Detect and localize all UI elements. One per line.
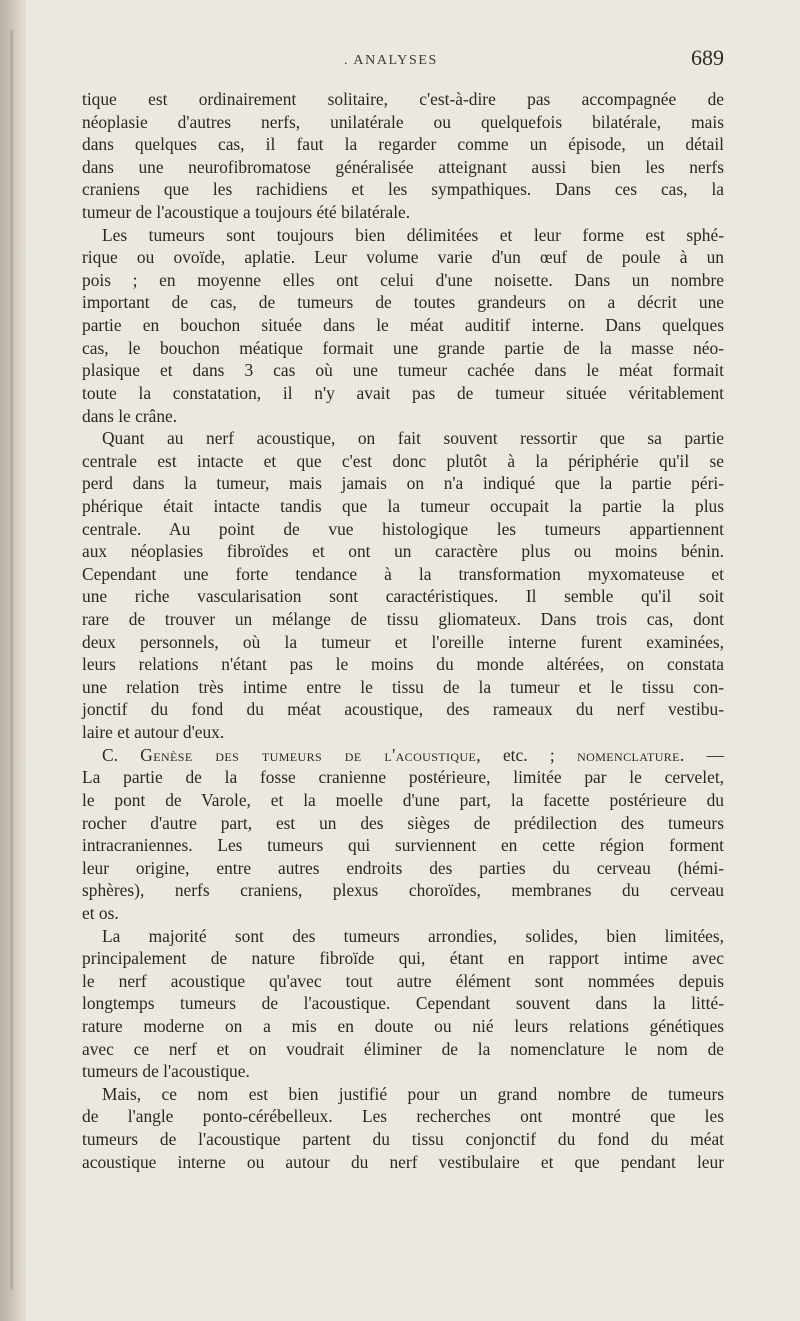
text-line: intracraniennes. Les tumeurs qui surviennent en cette région forment bbox=[82, 835, 724, 856]
text-line: le nerf acoustique qu'avec tout autre élément sont nommées depuis bbox=[82, 970, 724, 991]
text-line: cas, le bouchon méatique formait une grande partie de la masse néo- bbox=[82, 337, 724, 358]
text-line: tique est ordinairement solitaire, c'est-à-dire pas accompagnée de bbox=[82, 89, 724, 109]
text-line: craniens que les rachidiens et les sympathiques. Dans ces cas, la bbox=[82, 179, 724, 200]
text-line: phérique était intacte tandis que la tumeur occupait la partie la plus bbox=[82, 495, 724, 516]
text-line: rique ou ovoïde, aplatie. Leur volume varie d'un œuf de poule à un bbox=[82, 247, 724, 268]
text-line: tumeurs de l'acoustique partent du tissu conjonctif du fond du méat bbox=[82, 1129, 724, 1150]
page-header bbox=[82, 44, 724, 80]
text-line: important de cas, de tumeurs de toutes grandeurs on a décrit une bbox=[82, 292, 724, 313]
text-line: laire et autour d'eux. bbox=[82, 722, 225, 743]
text-line: centrale. Au point de vue histologique les tumeurs appartiennent bbox=[82, 518, 724, 539]
text-line: plasique et dans 3 cas où une tumeur cachée dans le méat formait bbox=[82, 360, 724, 381]
text-line: Mais, ce nom est bien justifié pour un grand nombre de tumeurs bbox=[102, 1083, 724, 1104]
text-line: de l'angle ponto-cérébelleux. Les recherches ont montré que les bbox=[82, 1106, 724, 1127]
text-line: rare de trouver un mélange de tissu gliomateux. Dans trois cas, dont bbox=[82, 609, 724, 630]
text-line: La partie de la fosse cranienne postérieure, limitée par le cervelet, bbox=[82, 767, 724, 788]
text-line: acoustique interne ou autour du nerf vestibulaire et que pendant leur bbox=[82, 1151, 724, 1172]
text-line: une relation très intime entre le tissu de la tumeur et le tissu con- bbox=[82, 676, 724, 697]
text-line: leur origine, entre autres endroits des parties du cerveau (hémi- bbox=[82, 857, 724, 878]
section-heading-subtitle: nomenclature bbox=[577, 744, 680, 765]
page-number: 689 bbox=[691, 45, 724, 70]
text-line: perd dans la tumeur, mais jamais on n'a indiqué que la partie péri- bbox=[82, 473, 724, 494]
section-heading-letter: C. bbox=[102, 744, 118, 765]
text-line: Les tumeurs sont toujours bien délimitées et leur forme est sphé- bbox=[102, 224, 724, 245]
text-line: dans le crâne. bbox=[82, 405, 178, 426]
section-heading-line bbox=[82, 744, 724, 767]
text-line: rature moderne on a mis en doute ou nié leurs relations génétiques bbox=[82, 1015, 724, 1036]
text-line: leurs relations n'étant pas le moins du monde altérées, on constata bbox=[82, 654, 724, 675]
text-line: sphères), nerfs craniens, plexus choroïdes, membranes du cerveau bbox=[82, 880, 724, 901]
text-line: centrale est intacte et que c'est donc plutôt à la périphérie qu'il se bbox=[82, 450, 724, 471]
text-line: dans quelques cas, il faut la regarder comme un épisode, un détail bbox=[82, 134, 724, 155]
text-line: Cependant une forte tendance à la transformation myxomateuse et bbox=[82, 563, 724, 584]
text-line: longtemps tumeurs de l'acoustique. Cependant souvent dans la litté- bbox=[82, 993, 724, 1014]
text-line: Quant au nerf acoustique, on fait souvent ressortir que sa partie bbox=[102, 428, 724, 449]
text-line: toute la constatation, il n'y avait pas de tumeur située véritablement bbox=[82, 382, 724, 403]
text-line: néoplasie d'autres nerfs, unilatérale ou quelquefois bilatérale, mais bbox=[82, 111, 724, 132]
section-heading-title: Genèse des tumeurs de l'acoustique bbox=[140, 744, 477, 765]
text-line: partie en bouchon située dans le méat auditif interne. Dans quelques bbox=[82, 315, 724, 336]
section-heading-connector: , etc. ; bbox=[476, 744, 578, 765]
text-line: le pont de Varole, et la moelle d'une part, la facette postérieure du bbox=[82, 789, 724, 810]
text-line: avec ce nerf et on voudrait éliminer de la nomenclature le nom de bbox=[82, 1038, 724, 1059]
text-line: aux néoplasies fibroïdes et ont un caractère plus ou moins bénin. bbox=[82, 541, 724, 562]
text-line: pois ; en moyenne elles ont celui d'une noisette. Dans un nombre bbox=[82, 269, 724, 290]
text-line: La majorité sont des tumeurs arrondies, solides, bien limitées, bbox=[102, 925, 724, 946]
text-line: et os. bbox=[82, 902, 119, 923]
binding-edge bbox=[0, 0, 26, 1321]
text-line: deux personnels, où la tumeur et l'oreille interne furent examinées, bbox=[82, 631, 724, 652]
text-line: tumeurs de l'acoustique. bbox=[82, 1061, 250, 1082]
text-line: principalement de nature fibroïde qui, étant en rapport intime avec bbox=[82, 948, 724, 969]
running-head: . ANALYSES bbox=[344, 53, 438, 68]
text-line: tumeur de l'acoustique a toujours été bilatérale. bbox=[82, 202, 411, 223]
text-line: rocher d'autre part, est un des sièges de prédilection des tumeurs bbox=[82, 812, 724, 833]
text-body bbox=[82, 88, 724, 1173]
section-heading-dash: . — bbox=[679, 744, 724, 765]
text-line: dans une neurofibromatose généralisée atteignant aussi bien les nerfs bbox=[82, 156, 724, 177]
text-line: une riche vascularisation sont caractéristiques. Il semble qu'il soit bbox=[82, 586, 724, 607]
text-line: jonctif du fond du méat acoustique, des rameaux du nerf vestibu- bbox=[82, 699, 724, 720]
